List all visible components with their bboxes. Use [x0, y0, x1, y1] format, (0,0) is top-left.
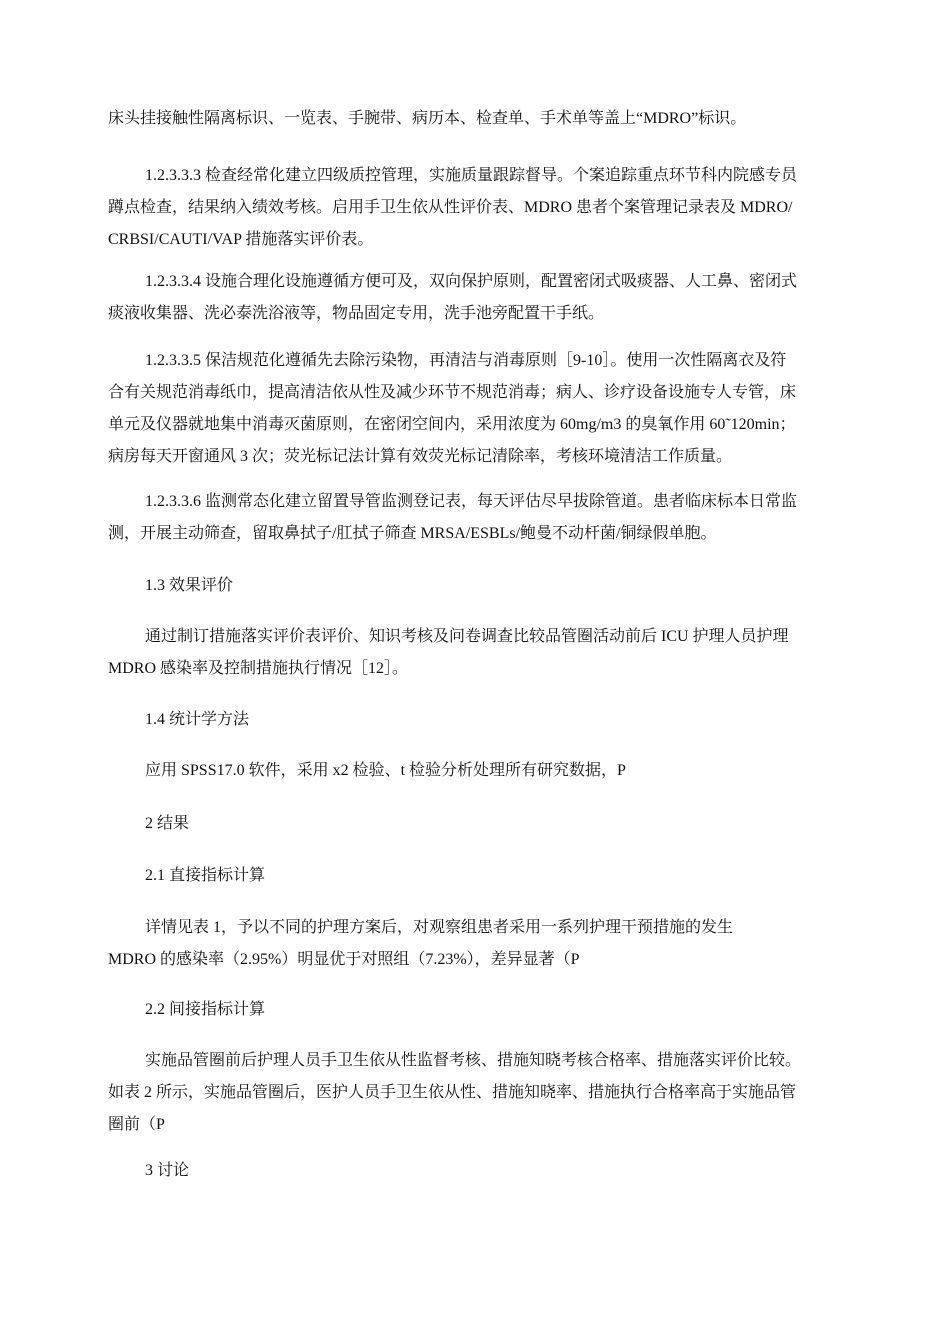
- paragraph-1-2-3-3-6: [108, 486, 797, 550]
- text-line: 1.2.3.3.5 保洁规范化遵循先去除污染物，再清洁与消毒原则［9-10］。使用一次性隔离衣及符: [145, 352, 787, 369]
- paragraph-1-2-3-3-5: [108, 345, 796, 473]
- text-line: 实施品管圈前后护理人员手卫生依从性监督考核、措施知晓考核合格率、措施落实评价比较。: [145, 1052, 802, 1069]
- paragraph-direct-indicators: [108, 912, 733, 976]
- text-line: 病房每天开窗通风 3 次；荧光标记法计算有效荧光标记清除率，考核环境清洁工作质量。: [108, 448, 733, 465]
- paragraph-effect-evaluation: [108, 621, 789, 685]
- text-line: 如表 2 所示，实施品管圈后，医护人员手卫生依从性、措施知晓率、措施执行合格率高于实施品管: [108, 1084, 797, 1101]
- text-line: MDRO 的感染率（2.95%）明显优于对照组（7.23%），差异显著（P: [108, 951, 580, 968]
- text-line: 床头挂接触性隔离标识、一览表、手腕带、病历本、检查单、手术单等盖上“MDRO”标识。: [108, 110, 747, 127]
- text-line: 痰液收集器、洗必泰洗浴液等，物品固定专用，洗手池旁配置干手纸。: [108, 305, 605, 322]
- text-line: 1.2.3.3.6 监测常态化建立留置导管监测登记表，每天评估尽早拔除管道。患者临床标本日常监: [145, 493, 798, 510]
- section-heading-2: 2 结果: [145, 815, 190, 832]
- text-line: 1.2.3.3.3 检查经常化建立四级质控管理，实施质量跟踪督导。个案追踪重点环节科内院感专员: [145, 167, 798, 184]
- section-heading-1-4: 1.4 统计学方法: [145, 711, 250, 728]
- text-line: 应用 SPSS17.0 软件，采用 x2 检验、t 检验分析处理所有研究数据，P: [145, 762, 626, 779]
- section-heading-2-2: 2.2 间接指标计算: [145, 1001, 266, 1018]
- paragraph-1-2-3-3-4: [108, 266, 797, 330]
- text-line: 1.2.3.3.4 设施合理化设施遵循方便可及，双向保护原则，配置密闭式吸痰器、人工鼻、密闭式: [145, 273, 798, 290]
- text-line: 蹲点检查，结果纳入绩效考核。启用手卫生依从性评价表、MDRO 患者个案管理记录表及 MDRO/: [108, 199, 793, 216]
- text-line: 合有关规范消毒纸巾，提高清洁依从性及减少环节不规范消毒；病人、诊疗设备设施专人专管，床: [108, 384, 797, 401]
- text-line: 单元及仪器就地集中消毒灭菌原则，在密闭空间内，采用浓度为 60mg/m3 的臭氧作用 60˜120min；: [108, 416, 796, 433]
- paragraph-1-2-3-3-3: [108, 160, 797, 256]
- text-line: 测，开展主动筛查，留取鼻拭子/肛拭子筛查 MRSA/ESBLs/鲍曼不动杆菌/铜绿假单胞。: [108, 525, 717, 542]
- section-heading-1-3: 1.3 效果评价: [145, 577, 234, 594]
- text-line: MDRO 感染率及控制措施执行情况［12］。: [108, 660, 409, 677]
- paragraph-indirect-indicators: [108, 1045, 801, 1141]
- paragraph-statistics: [108, 755, 626, 787]
- text-line: 详情见表 1，予以不同的护理方案后，对观察组患者采用一系列护理干预措施的发生: [145, 919, 734, 936]
- text-line: CRBSI/CAUTI/VAP 措施落实评价表。: [108, 231, 374, 248]
- paragraph-isolation-labels: [108, 103, 746, 135]
- section-heading-3: 3 讨论: [145, 1162, 190, 1179]
- text-line: 圈前（P: [108, 1116, 165, 1133]
- section-heading-2-1: 2.1 直接指标计算: [145, 867, 266, 884]
- text-line: 通过制订措施落实评价表评价、知识考核及问卷调查比较品管圈活动前后 ICU 护理人员护理: [145, 628, 789, 645]
